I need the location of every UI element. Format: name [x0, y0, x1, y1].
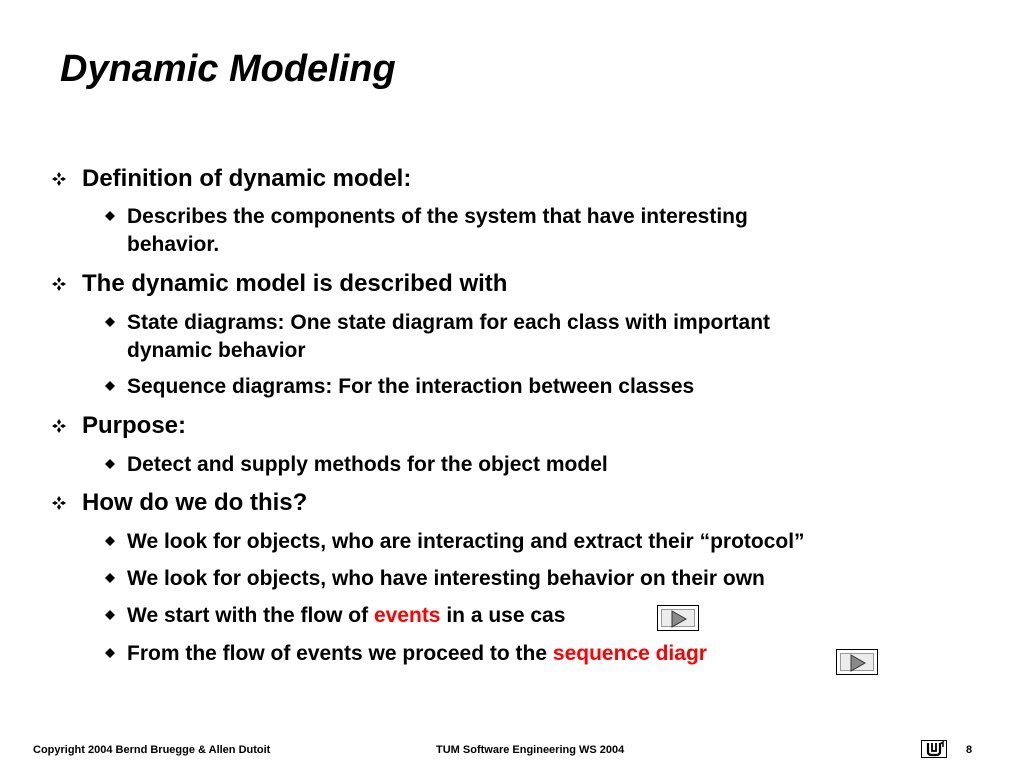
sub-bullet-line2: behavior.: [127, 233, 220, 256]
sub-bullet-line1: Detect and supply methods for the object model: [127, 453, 608, 476]
sub-bullet-sequence-proceed: [127, 640, 707, 668]
bullet-described-with: [82, 270, 507, 298]
highlight-events: events: [373, 604, 441, 627]
use-case-link-button[interactable]: [657, 605, 699, 631]
bullet-purpose: [82, 412, 186, 440]
sub-bullet-post: in a use cas: [440, 604, 566, 627]
play-triangle-icon: [669, 609, 689, 629]
diamond-bullet-icon: [105, 381, 115, 391]
sub-bullet-line1: We look for objects, who have interesting behavior on their own: [127, 567, 765, 590]
highlight-sequence-diagram: sequence diagr: [552, 642, 707, 665]
bullet-text: Definition of dynamic model:: [82, 165, 412, 192]
bullet-definition: [82, 165, 411, 193]
diamond-bullet-icon: [105, 610, 115, 620]
sub-bullet-protocol: [127, 528, 805, 556]
sub-bullet-behavior-own: [127, 565, 765, 593]
diamond-bullet-icon: [105, 211, 115, 221]
page-number: 8: [966, 744, 973, 756]
diamond-bullet-icon: [105, 459, 115, 469]
sub-bullet-line1: Sequence diagrams: For the interaction between classes: [127, 375, 695, 398]
bullet-how: [82, 489, 307, 517]
diamond-bullet-icon: [105, 536, 115, 546]
sub-bullet-line1: We look for objects, who are interacting and extract their “protocol”: [127, 530, 805, 553]
sequence-diagram-link-button[interactable]: [836, 649, 878, 675]
slide-title: Dynamic Modeling: [60, 48, 396, 90]
tum-logo-icon: [921, 740, 947, 758]
sub-bullet-detect-methods: [127, 451, 608, 479]
sub-bullet-pre: From the flow of events we proceed to the: [127, 642, 553, 665]
sub-bullet-describes: [127, 203, 748, 259]
tum-logo-glyph: [922, 741, 946, 757]
sub-bullet-pre: We start with the flow of: [127, 604, 374, 627]
four-diamond-bullet-icon: [51, 418, 67, 434]
diamond-bullet-icon: [105, 317, 115, 327]
sub-bullet-line1: Describes the components of the system that have interesting: [127, 205, 748, 228]
four-diamond-bullet-icon: [51, 171, 67, 187]
diamond-bullet-icon: [105, 573, 115, 583]
bullet-text: How do we do this?: [82, 489, 308, 516]
bullet-text: The dynamic model is described with: [82, 270, 508, 297]
sub-bullet-state-diagrams: [127, 309, 770, 365]
sub-bullet-sequence-diagrams: [127, 373, 694, 401]
four-diamond-bullet-icon: [51, 495, 67, 511]
sub-bullet-line1: State diagrams: One state diagram for each class with important: [127, 311, 771, 334]
play-triangle-icon: [848, 653, 868, 673]
sub-bullet-flow-of-events: [127, 602, 565, 630]
sub-bullet-line2: dynamic behavior: [127, 339, 306, 362]
diamond-bullet-icon: [105, 648, 115, 658]
footer-course: TUM Software Engineering WS 2004: [436, 744, 625, 756]
footer-copyright: Copyright 2004 Bernd Bruegge & Allen Dutoit: [33, 744, 271, 756]
four-diamond-bullet-icon: [51, 276, 67, 292]
bullet-text: Purpose:: [82, 412, 187, 439]
